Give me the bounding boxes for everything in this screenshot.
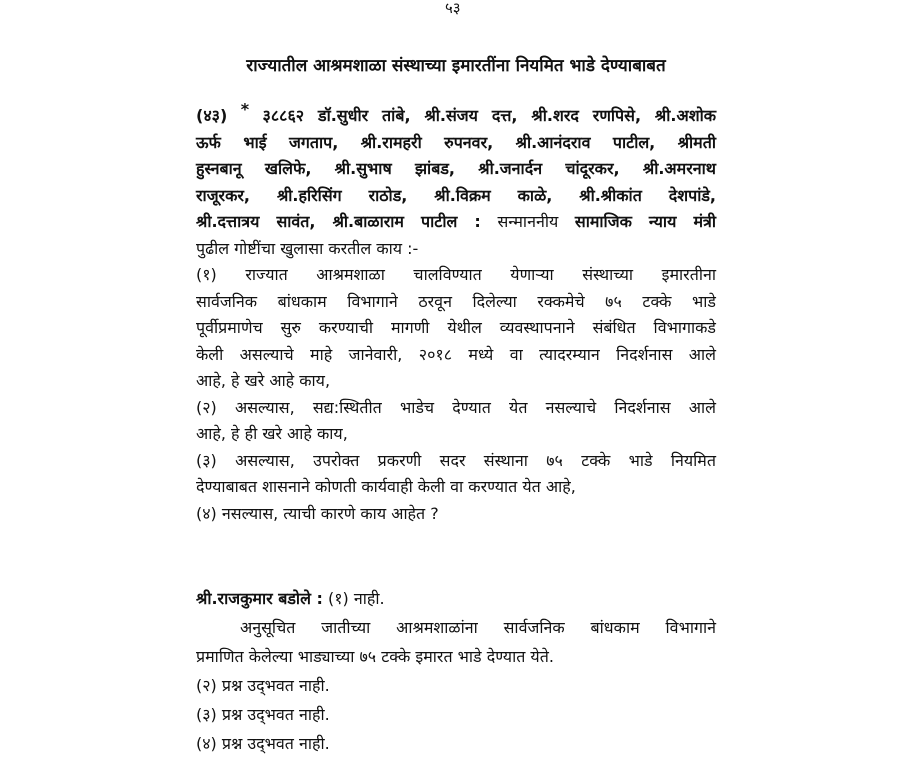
answer-item: (२) प्रश्न उद्‌भवत नाही. [196,676,330,695]
question-text-line: देण्याबाबत शासनाने कोणती कार्यवाही केली वा करण्यात येत आहे, [196,477,576,496]
answer-first-line [196,584,716,613]
addressee-minister: सामाजिक न्याय मंत्री [574,212,716,231]
question-text-line: (३) असल्यास, उपरोक्त प्रकरणी सदर संस्थाना ७५ टक्के भाडे नियमित [196,450,716,470]
question-block [196,99,717,527]
question-members-line: ऊर्फ भाई जगताप, श्री.रामहरी रुपनवर, श्री.आनंदराव पाटील, श्रीमती [196,132,716,152]
question-members-line: श्री.दत्तात्रय सावंत, श्री.बाळाराम पाटील : [196,212,481,231]
question-text-line: (१) राज्यात आश्रमशाळा चालविण्यात येणाऱ्या संस्थाच्या इमारतीना [196,265,716,284]
answer-paragraph-line: प्रमाणित केलेल्या भाड्याच्या ७५ टक्के इमारत भाडे देण्यात येते. [196,647,554,666]
question-line [196,99,717,130]
answer-item: (३) प्रश्न उद्‌भवत नाही. [196,705,330,724]
question-text-line: (२) असल्यास, सद्य:स्थितीत भाडेच देण्यात येत नसल्याचे निदर्शनास आले [196,397,716,417]
answer-item: (१) नाही. [327,589,385,608]
question-members-line: राजूरकर, श्री.हरिसिंग राठोड, श्री.विक्रम काळे, श्री.श्रीकांत देशपांडे, [196,185,716,205]
document-title: राज्यातील आश्रमशाळा संस्थाच्या इमारतींना नियमित भाडे देण्याबाबत [246,56,666,76]
answering-minister: श्री.राजकुमार बडोले : [196,589,323,608]
question-number: (४३) [196,106,228,125]
star-mark: * [240,99,250,119]
answer-item: (४) प्रश्न उद्‌भवत नाही. [196,734,330,753]
question-text-line: (४) नसल्यास, त्याची कारणे काय आहेत ? [196,503,439,523]
addressee-prefix: सन्माननीय [497,212,559,231]
question-text-line: सार्वजनिक बांधकाम विभागाने ठरवून दिलेल्या रक्कमेचे ७५ टक्के भाडे [196,291,716,311]
question-text-line: केली असल्याचे माहे जानेवारी, २०१८ मध्ये वा त्यादरम्यान निदर्शनास आले [196,344,716,364]
question-line [196,209,716,236]
question-members-line: ३८८६२ डॉ.सुधीर तांबे, श्री.संजय दत्त, श्री.शरद रणपिसे, श्री.अशोक [262,106,717,125]
question-text-line: पूर्वीप्रमाणेच सुरु करण्याची मागणी येथील व्यवस्थापनाने संबंधित विभागाकडे [196,318,716,337]
answer-paragraph-line: अनुसूचित जातीच्या आश्रमशाळांना सार्वजनिक बांधकाम विभागाने [240,618,716,637]
question-intro: पुढील गोष्टींचा खुलासा करतील काय :- [196,238,419,258]
question-text-line: आहे, हे खरे आहे काय, [196,371,331,390]
question-text-line: आहे, हे ही खरे आहे काय, [196,424,348,443]
page-number: ५३ [445,0,461,17]
question-members-line: हुस्नबानू खलिफे, श्री.सुभाष झांबड, श्री.जनार्दन चांदूरकर, श्री.अमरनाथ [196,159,716,178]
answer-block [196,584,716,758]
